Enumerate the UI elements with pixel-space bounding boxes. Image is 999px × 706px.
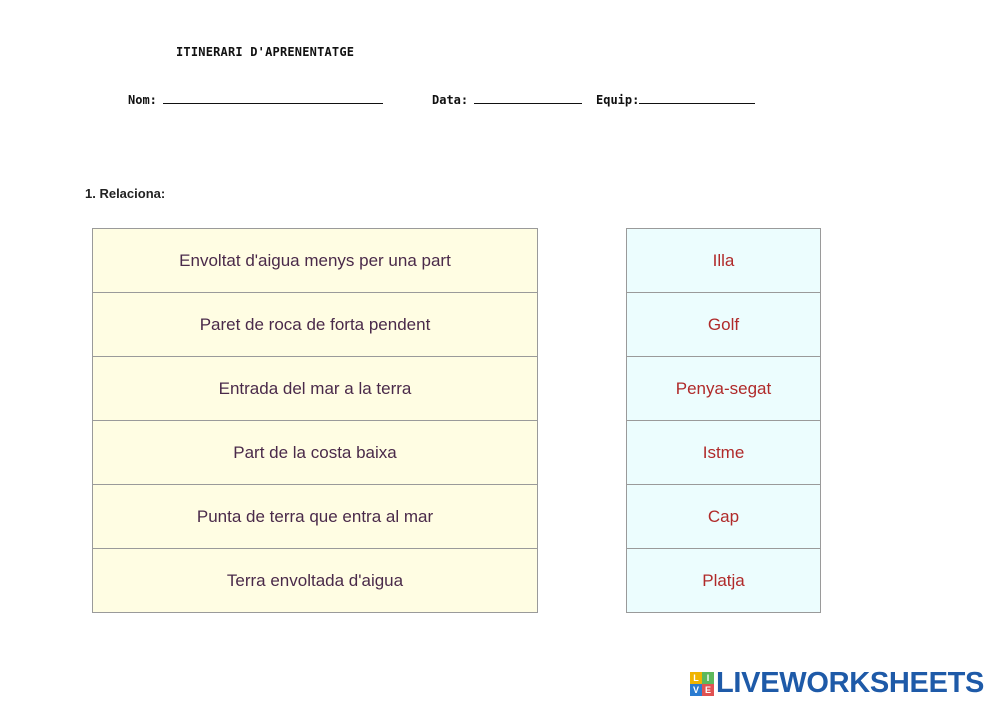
team-line: [639, 91, 755, 104]
term-item[interactable]: Istme: [627, 420, 820, 484]
descriptions-column: [92, 228, 538, 613]
team-field[interactable]: [596, 91, 755, 107]
logo-square-icon: L: [690, 672, 702, 684]
terms-column: [626, 228, 821, 613]
name-line: [163, 91, 383, 104]
description-item[interactable]: Punta de terra que entra al mar: [93, 484, 537, 548]
logo-text: LIVEWORKSHEETS: [716, 667, 985, 699]
logo-square-icon: I: [702, 672, 714, 684]
description-item[interactable]: Paret de roca de forta pendent: [93, 292, 537, 356]
description-item[interactable]: Terra envoltada d'aigua: [93, 548, 537, 612]
logo-square-icon: E: [702, 684, 714, 696]
worksheet-title: ITINERARI D'APRENENTATGE: [176, 45, 355, 59]
term-item[interactable]: Platja: [627, 548, 820, 612]
term-item[interactable]: Cap: [627, 484, 820, 548]
description-item[interactable]: Entrada del mar a la terra: [93, 356, 537, 420]
liveworksheets-logo-icon: [690, 672, 714, 696]
liveworksheets-logo[interactable]: [690, 667, 984, 700]
question-heading: 1. Relaciona:: [85, 186, 166, 201]
term-item[interactable]: Penya-segat: [627, 356, 820, 420]
logo-square-icon: V: [690, 684, 702, 696]
description-item[interactable]: Part de la costa baixa: [93, 420, 537, 484]
date-field[interactable]: [432, 91, 582, 107]
term-item[interactable]: Golf: [627, 292, 820, 356]
description-item[interactable]: Envoltat d'aigua menys per una part: [179, 250, 451, 270]
team-label: Equip:: [596, 93, 640, 107]
name-field[interactable]: [128, 91, 383, 107]
date-label: Data:: [432, 93, 469, 107]
name-label: Nom:: [128, 93, 157, 107]
date-line: [474, 91, 582, 104]
term-item[interactable]: Illa: [712, 250, 735, 270]
